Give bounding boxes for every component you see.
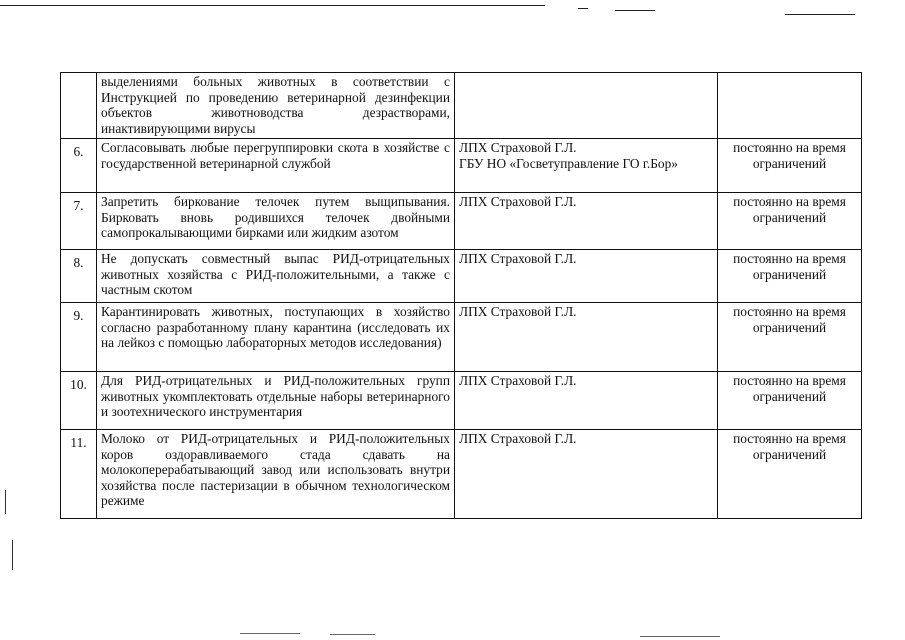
row-action: Согласовывать любые перегруппировки скота в хозяйстве с государственной ветеринарной службой (97, 139, 455, 193)
table-row (61, 303, 862, 372)
row-responsible: ЛПХ Страховой Г.Л. (455, 250, 718, 303)
row-action: Для РИД-отрицательных и РИД-положительных групп животных укомплектовать отдельные наборы ветеринарного и зоотехнического инструментария (97, 372, 455, 430)
scan-artifact-top-dash (578, 8, 588, 9)
responsible-line: ГБУ НО «Госветуправление ГО г.Бор» (459, 155, 678, 171)
row-action: выделениями больных животных в соответствии с Инструкцией по проведению ветеринарной дезинфекции объектов животноводства дезрастворами, инактивирующими вирусы (97, 73, 455, 139)
row-term: постоянно на время ограничений (718, 139, 862, 193)
measures-table (60, 72, 862, 519)
scan-artifact-top (0, 5, 545, 6)
row-responsible: ЛПХ Страховой Г.Л. (455, 303, 718, 372)
row-number: 9. (61, 303, 97, 372)
row-number: 8. (61, 250, 97, 303)
table-row (61, 139, 862, 193)
table-row (61, 430, 862, 519)
table-row (61, 250, 862, 303)
table-row (61, 73, 862, 139)
scan-artifact-bottom (240, 633, 300, 634)
scan-artifact-left (12, 540, 13, 570)
row-number: 10. (61, 372, 97, 430)
responsible-line: ЛПХ Страховой Г.Л. (459, 140, 577, 155)
scan-artifact-bottom (640, 636, 720, 637)
row-action: Карантинировать животных, поступающих в хозяйство согласно разработанному плану карантина (исследовать их на лейкоз с помощью лабораторных методов исследования) (97, 303, 455, 372)
row-responsible: ЛПХ Страховой Г.Л. (455, 193, 718, 250)
row-action: Не допускать совместный выпас РИД-отрицательных животных хозяйства с РИД-положительными, а также с частным скотом (97, 250, 455, 303)
row-term: постоянно на время ограничений (718, 430, 862, 519)
row-responsible: ЛПХ Страховой Г.Л. (455, 430, 718, 519)
table-row (61, 372, 862, 430)
row-number (61, 73, 97, 139)
row-action: Запретить биркование телочек путем выщипывания. Бирковать вновь родившихся телочек двойными самопрокалывающими бирками или жидким азотом (97, 193, 455, 250)
scan-artifact-bottom (330, 634, 375, 635)
row-number: 11. (61, 430, 97, 519)
scan-artifact-top-dash (615, 10, 655, 11)
row-responsible (455, 73, 718, 139)
row-responsible (455, 139, 718, 193)
row-number: 6. (61, 139, 97, 193)
row-term: постоянно на время ограничений (718, 303, 862, 372)
row-responsible: ЛПХ Страховой Г.Л. (455, 372, 718, 430)
scan-artifact-left (5, 490, 6, 514)
row-number: 7. (61, 193, 97, 250)
row-term: постоянно на время ограничений (718, 193, 862, 250)
row-term: постоянно на время ограничений (718, 372, 862, 430)
table-row (61, 193, 862, 250)
row-action: Молоко от РИД-отрицательных и РИД-положительных коров оздоравливаемого стада сдавать на молокоперерабатывающий завод или использовать внутри хозяйства после пастеризации в обычном технологическом режиме (97, 430, 455, 519)
row-term (718, 73, 862, 139)
scan-artifact-top-dash (785, 14, 855, 15)
row-term: постоянно на время ограничений (718, 250, 862, 303)
